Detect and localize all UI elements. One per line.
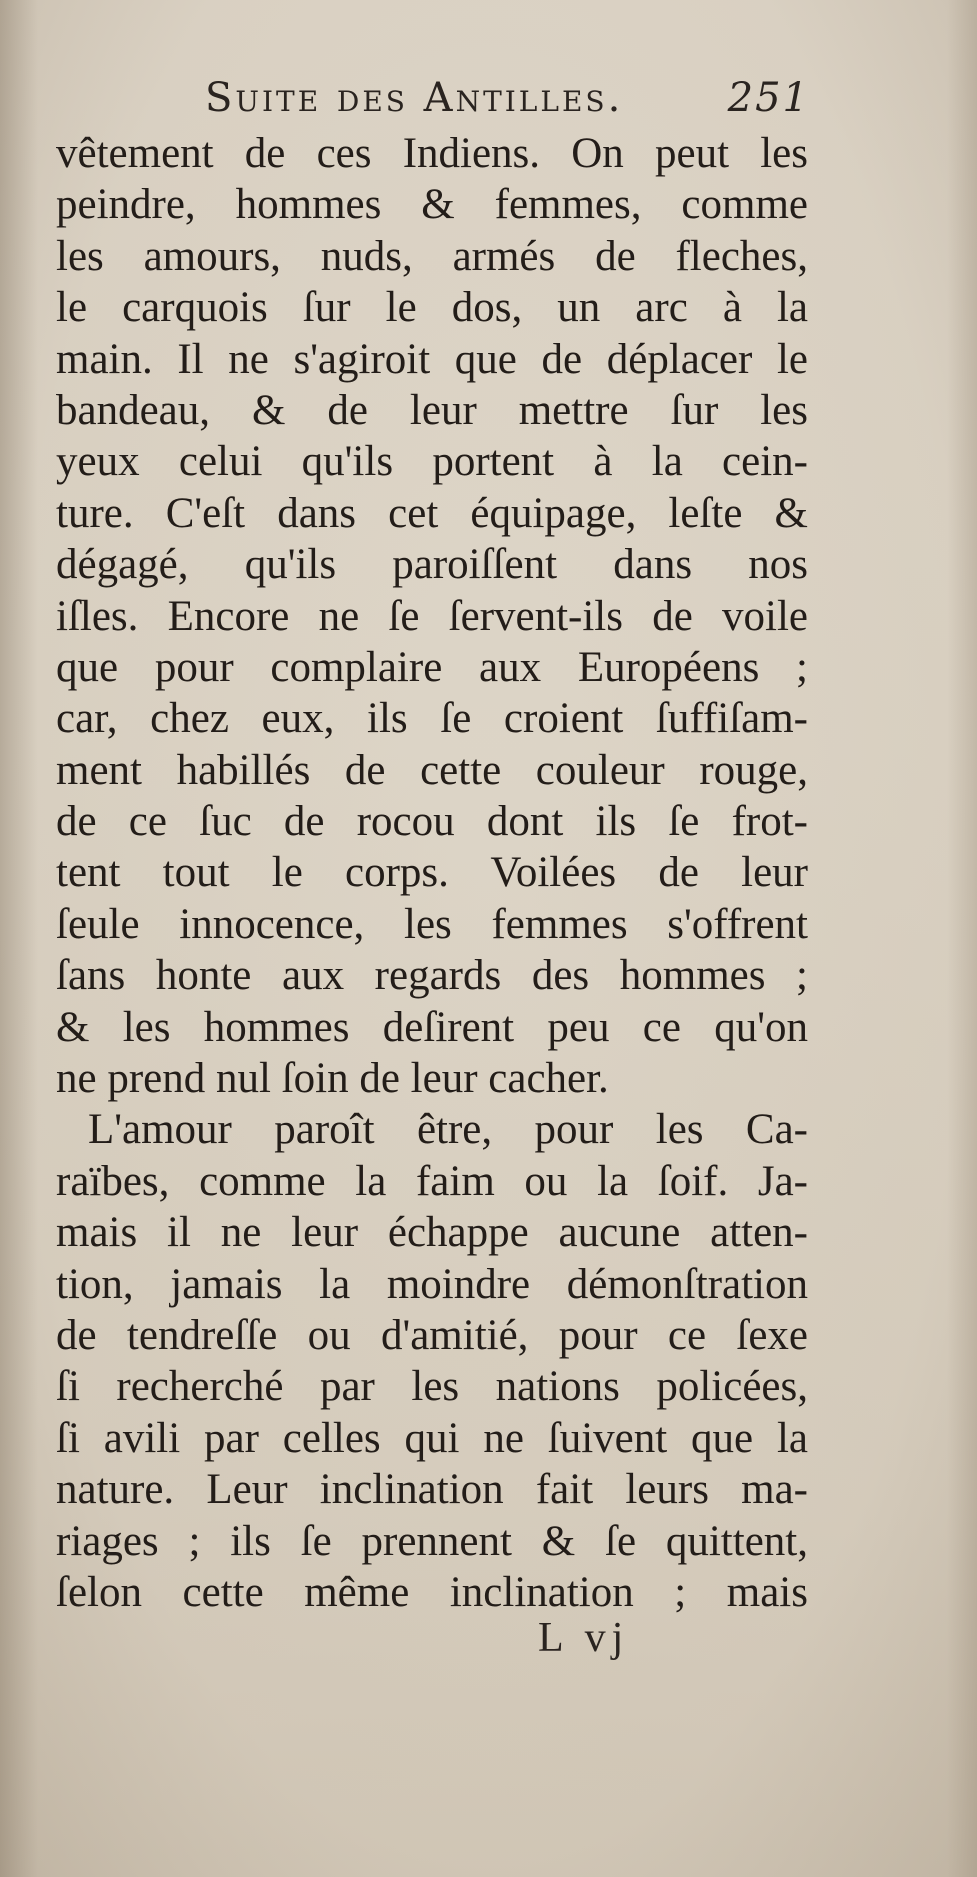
page-number: 251 — [727, 75, 810, 121]
text-line: peindre, hommes & femmes, comme — [56, 181, 808, 229]
text-line: tion, jamais la moindre démonſtration — [56, 1260, 808, 1308]
text-line: bandeau, & de leur mettre ſur les — [56, 386, 808, 434]
page-header — [205, 72, 810, 124]
text-line: car, chez eux, ils ſe croient ſuffiſam- — [56, 695, 808, 743]
paragraph-end-line: ne prend nul ſoin de leur cacher. — [56, 1055, 609, 1103]
text-line: yeux celui qu'ils portent à la cein- — [56, 438, 808, 486]
text-line: raïbes, comme la faim ou la ſoif. Ja- — [56, 1157, 808, 1205]
text-line: ſeule innocence, les femmes s'offrent — [56, 900, 808, 948]
text-line: vêtement de ces Indiens. On peut les — [56, 130, 808, 177]
text-line: ſi avili par celles qui ne ſuivent que la — [56, 1414, 808, 1462]
text-line: de tendreſſe ou d'amitié, pour ce ſexe — [56, 1311, 808, 1359]
page-edge-shadow — [947, 0, 977, 1877]
text-line: & les hommes deſirent peu ce qu'on — [56, 1003, 808, 1051]
text-line: ment habillés de cette couleur rouge, — [56, 746, 808, 794]
running-title: Suite des Antilles. — [205, 75, 624, 121]
text-line: ſi recherché par les nations policées, — [56, 1363, 808, 1411]
text-line: que pour complaire aux Européens ; — [56, 643, 808, 691]
body-text — [56, 128, 808, 1618]
paragraph-start-line: L'amour paroît être, pour les Ca- — [88, 1106, 808, 1154]
text-line: dégagé, qu'ils paroiſſent dans nos — [56, 541, 808, 589]
text-line: ſans honte aux regards des hommes ; — [56, 952, 808, 1000]
text-line: les amours, nuds, armés de fleches, — [56, 232, 808, 280]
text-line: ture. C'eſt dans cet équipage, leſte & — [56, 489, 808, 537]
text-line: main. Il ne s'agiroit que de déplacer le — [56, 335, 808, 383]
text-line: tent tout le corps. Voilées de leur — [56, 849, 808, 897]
text-line: mais il ne leur échappe aucune atten- — [56, 1209, 808, 1257]
text-line: iſles. Encore ne ſe ſervent-ils de voile — [56, 592, 808, 640]
page-gutter-shadow — [0, 0, 38, 1877]
text-line: riages ; ils ſe prennent & ſe quittent, — [56, 1517, 808, 1565]
text-line: nature. Leur inclination fait leurs ma- — [56, 1466, 808, 1514]
text-line: le carquois ſur le dos, un arc à la — [56, 284, 808, 332]
signature-mark: L vj — [538, 1615, 630, 1661]
text-line: ſelon cette même inclination ; mais — [56, 1568, 808, 1616]
text-line: de ce ſuc de rocou dont ils ſe frot- — [56, 798, 808, 846]
